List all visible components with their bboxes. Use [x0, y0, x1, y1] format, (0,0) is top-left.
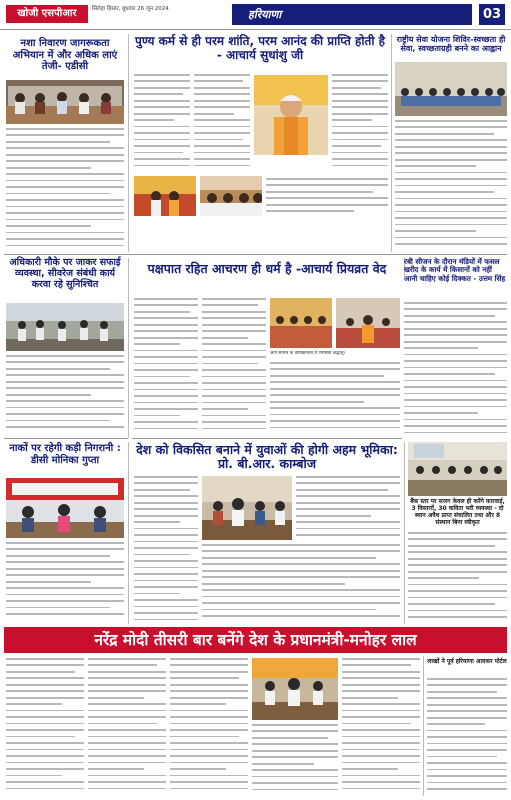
photo-manohar-lal [252, 658, 338, 720]
body-modi-col4 [252, 724, 338, 796]
body-naake [6, 542, 124, 622]
headline-rabi: रबी सीजन के दौरान मंडियों में फसल खरीद के कार्य में किसानों को नहीं आनी चाहिए कोई दिक्कत - उत्तम सिंह [404, 257, 506, 283]
headline-nasha: नशा निवारण जागरूकता अभियान में और अधिक लाएं तेजी- एडीसी [12, 38, 118, 72]
body-lakhon [427, 678, 507, 796]
newspaper-logo: खोजी एसपीआर [6, 5, 88, 23]
headline-desh: देश को विकसित बनाने में युवाओं की होगी अहम भूमिका: प्रो. बी.आर. काम्बोज [136, 442, 398, 472]
section-title: हरियाणा [232, 4, 472, 25]
body-desh-tail [202, 544, 400, 624]
photo-punya-audience [200, 176, 262, 216]
photo-nss-camp [395, 62, 507, 116]
body-bai [408, 532, 507, 624]
dateline: सिरोहा हिसार, बुधवार 26 जून 2024 [92, 6, 169, 12]
body-modi-col1 [6, 658, 84, 796]
body-punya-col4 [332, 74, 388, 174]
photo-pakshpat-gathering [270, 298, 332, 348]
body-pakshpat-col1 [134, 298, 198, 436]
body-adhikari [6, 355, 124, 433]
headline-pakshpat: पक्षपात रहित आचरण ही धर्म है -आचार्य प्रियव्रत वेद [147, 261, 387, 276]
photo-acharya-sudhanshu [254, 75, 328, 155]
page-number: 03 [479, 4, 505, 25]
body-modi-col2 [88, 658, 166, 796]
body-pakshpat-col3 [270, 362, 400, 436]
body-rashtriya [395, 120, 507, 252]
body-desh-col3 [296, 476, 400, 540]
body-rabi [404, 302, 507, 438]
headline-bai: बैंक स्तर पर सजग केवल ही करेंगे कारवाई, 3 विस्तारों, 30 कविता भरी व्यवस्था - दो स्थान अवैध प्राप्त संचालित तथा और 8 संस्थान बिना स्वीकृत [410, 498, 505, 526]
headline-adhikari: अधिकारी मौके पर जाकर सफाई व्यवस्था, सीवरेज संबंधी कार्य करवा रहे सुनिश्चित [9, 257, 121, 290]
caption-pakshpat: आर्य समाज के वार्षिकोत्सव में उपस्थित श्रद्धालु। [270, 351, 346, 356]
photo-adhikari-inspection [6, 303, 124, 351]
body-punya-col2 [194, 74, 250, 174]
headline-punya: पुण्य कर्म से ही परम शांति, परम आनंद की प्राप्ति होती है - आचार्य सुधांशु जी [135, 34, 385, 62]
photo-pakshpat-priest [336, 298, 400, 348]
headline-modi: नरेंद्र मोदी तीसरी बार बनेंगे देश के प्रधानमंत्री-मनोहर लाल [4, 627, 507, 653]
headline-naake: नाकों पर रहेगी कड़ी निगरानी : डीसी मोनिका गुप्ता [9, 443, 121, 466]
body-modi-col5 [342, 658, 420, 796]
body-punya-tail [266, 178, 388, 216]
photo-nasha-meeting [6, 80, 124, 124]
body-pakshpat-col2 [202, 298, 266, 436]
body-desh-col1 [134, 476, 198, 624]
photo-desh-kamboj [202, 476, 292, 540]
photo-bai-class [408, 442, 507, 496]
body-nasha [6, 128, 124, 250]
masthead [0, 0, 511, 30]
body-punya-col1 [134, 74, 190, 174]
body-modi-col3 [170, 658, 248, 796]
photo-naake-dc [6, 478, 124, 538]
headline-rashtriya: राष्ट्रीय सेवा योजना शिविर-स्वच्छता ही सेवा, स्वच्छताग्रही बनने का आह्वान [396, 35, 506, 54]
photo-punya-stage [134, 176, 196, 216]
headline-lakhon: लाखों ने पूर्व हरियाणा आयकर पोर्टल [427, 658, 507, 665]
